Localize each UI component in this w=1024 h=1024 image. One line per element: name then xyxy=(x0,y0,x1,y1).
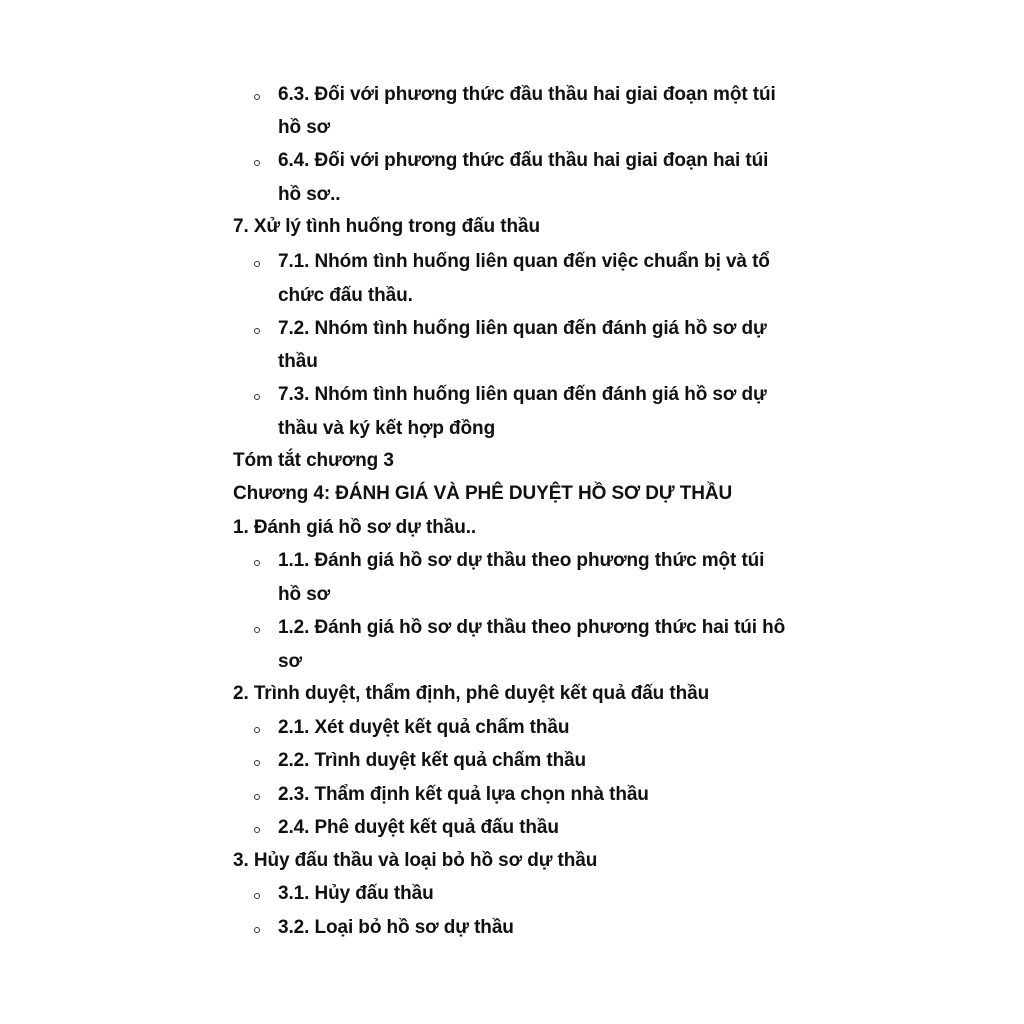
list-bullet-icon xyxy=(254,827,260,833)
toc-subitem: chức đấu thầu. xyxy=(278,285,413,306)
list-bullet-icon xyxy=(254,394,260,400)
toc-subitem: 1.1. Đánh giá hồ sơ dự thầu theo phương thức một túi xyxy=(278,550,765,571)
list-bullet-icon xyxy=(254,627,260,633)
list-bullet-icon xyxy=(254,794,260,800)
list-bullet-icon xyxy=(254,760,260,766)
toc-heading: 1. Đánh giá hồ sơ dự thầu.. xyxy=(233,517,477,538)
toc-heading: Tóm tắt chương 3 xyxy=(233,450,394,471)
toc-heading: 2. Trình duyệt, thẩm định, phê duyệt kết quả đấu thầu xyxy=(233,683,710,704)
toc-subitem: 7.1. Nhóm tình huống liên quan đến việc chuẩn bị và tổ xyxy=(278,251,770,272)
toc-subitem: 7.2. Nhóm tình huống liên quan đến đánh giá hồ sơ dự xyxy=(278,318,767,339)
list-bullet-icon xyxy=(254,160,260,166)
toc-heading: 7. Xử lý tình huống trong đấu thầu xyxy=(233,216,540,237)
toc-subitem: 6.4. Đối với phương thức đấu thầu hai giai đoạn hai túi xyxy=(278,150,769,171)
list-bullet-icon xyxy=(254,727,260,733)
list-bullet-icon xyxy=(254,94,260,100)
toc-heading: Chương 4: ĐÁNH GIÁ VÀ PHÊ DUYỆT HỒ SƠ DỰ THẦU xyxy=(233,483,733,504)
toc-subitem: 1.2. Đánh giá hồ sơ dự thầu theo phương thức hai túi hô xyxy=(278,617,786,638)
list-bullet-icon xyxy=(254,560,260,566)
list-bullet-icon xyxy=(254,893,260,899)
list-bullet-icon xyxy=(254,328,260,334)
toc-subitem: 2.1. Xét duyệt kết quả chấm thầu xyxy=(278,717,570,738)
toc-subitem: sơ xyxy=(278,651,302,672)
toc-subitem: hồ sơ xyxy=(278,117,331,138)
toc-subitem: 7.3. Nhóm tình huống liên quan đến đánh giá hồ sơ dự xyxy=(278,384,767,405)
toc-subitem: 3.1. Hủy đấu thầu xyxy=(278,883,434,904)
toc-subitem: 2.2. Trình duyệt kết quả chấm thầu xyxy=(278,750,587,771)
toc-subitem: thầu xyxy=(278,351,318,372)
toc-subitem: thầu và ký kết hợp đồng xyxy=(278,418,496,439)
toc-subitem: 3.2. Loại bỏ hồ sơ dự thầu xyxy=(278,917,514,938)
toc-subitem: 6.3. Đối với phương thức đầu thầu hai giai đoạn một túi xyxy=(278,84,776,105)
toc-subitem: hồ sơ xyxy=(278,584,331,605)
list-bullet-icon xyxy=(254,261,260,267)
toc-subitem: 2.4. Phê duyệt kết quả đấu thầu xyxy=(278,817,559,838)
toc-heading: 3. Hủy đấu thầu và loại bỏ hồ sơ dự thầu xyxy=(233,850,598,871)
toc-subitem: 2.3. Thẩm định kết quả lựa chọn nhà thầu xyxy=(278,784,649,805)
toc-subitem: hồ sơ.. xyxy=(278,184,341,205)
list-bullet-icon xyxy=(254,927,260,933)
